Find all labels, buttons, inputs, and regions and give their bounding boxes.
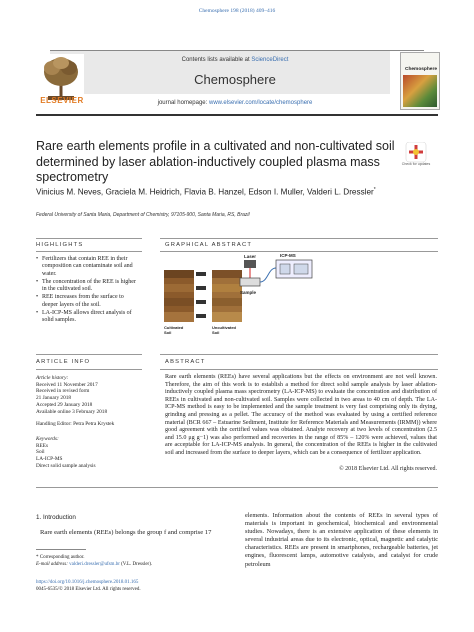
highlight-item: • REE increases from the surface to deeper layers of the soil. [36,294,138,309]
abstract-text: Rare earth elements (REEs) have several applications but the effects on environment are not well known. Therefore, the aim of this work is to establish a method for direct solid sample analysis by laser ablation-inductively coupled plasma mass spectrometry (LA-ICP-MS) to evaluate the concentration and distribution of REEs in cultivated and non-cultivated soil. Samples were collected in two areas to 40 cm of depth. The LA-ICP-MS method is easy to be implemented and the sample treatment is very fast comprising only its drying, grinding and pressing as a pellet. The accuracy of the method was evaluated by using a certified reference material (BCR 667 – Estuarine Sediment, Institute for Reference Materials and Measurements (IRMM)) where good agreement with the certified values was obtained. Analyte recovery at two levels of concentration (2.5 and 15.0 μg g−1) was also performed and recoveries in the range of 85% – 120% were achieved, values that are acceptable for LA-ICP-MS analysis. In general, the concentration of the REEs is higher in the cultivated soil and increased from the surface to deeper layers, which can be a consequence of fertilizer application. [165,374,437,456]
graphical-abstract-figure[interactable] [160,252,438,338]
affiliation: Federal University of Santa Maria, Department of Chemistry, 97105-900, Santa Maria, RS, Brazil [36,212,250,218]
noncultivated-soil-column [212,270,242,322]
article-title: Rare earth elements profile in a cultivated and non-cultivated soil determined by laser ablation-inductively coupled plasma mass spectrometry [36,139,395,184]
introduction-continued: elements. Information about the contents of REEs in several types of materials is important in geochemical, biochemical and environmental studies. Nowadays, there is an extensive application of these elements in several industrial areas due to its electronic, optical, magnetic and catalytic characteristics. REEs are present in smartphones, rechargeable batteries, jet engines, fluorescent lamps, automotive catalysts, and catalyst for crude petroleum [245,512,438,568]
footnote-rule [36,549,86,550]
cover-image [403,75,437,107]
abstract-rule-bottom [160,369,438,370]
corresponding-author-note: * Corresponding author. [36,555,85,560]
ablation-cell [240,278,260,286]
cultivated-soil-column [164,270,194,322]
highlight-item: • The concentration of the REE is higher in the cultivated soil. [36,279,138,294]
highlights-heading: HIGHLIGHTS [36,242,84,248]
email-label: E-mail address: [36,561,70,567]
author-list [36,185,396,198]
online-date: Available online 3 February 2018 [36,408,108,415]
abstract-rule [160,354,438,355]
footnote-block [36,555,236,568]
graphical-abstract-rule [160,238,438,239]
noncultivated-soil-label [212,325,237,335]
revised-date: 21 January 2018 [36,395,72,402]
highlights-list [36,256,138,326]
highlights-rule-bottom [36,251,142,252]
journal-homepage [100,100,370,106]
corresponding-mark[interactable]: * [373,187,376,193]
cultivated-label-line2: Soil [164,330,172,335]
elsevier-wordmark: ELSEVIER [40,96,84,105]
email-line [36,562,236,569]
transfer-tube [260,268,276,282]
email-link[interactable]: valderi.dressler@ufsm.br [69,561,120,567]
pellet-icons [196,272,206,318]
email-suffix: (V.L. Dressler). [119,561,153,567]
highlight-item: • LA-ICP-MS allows direct analysis of solid samples. [36,310,138,325]
doi-block [36,580,276,593]
accepted-date: Accepted 29 January 2018 [36,401,93,408]
noncultivated-label-line1: Uncultivated [212,325,237,330]
article-info-rule-bottom [36,369,142,370]
highlight-item: • Fertilizers that contain REE in their composition can contaminate soil and water. [36,256,138,278]
article-info-rule [36,354,142,355]
icpms-label: ICP-MS [280,253,296,258]
noncultivated-label-line2: Soil [212,330,220,335]
keyword-item: Direct solid sample analysis [36,462,96,469]
keyword-item: REEs [36,442,49,449]
keyword-item: LA-ICP-MS [36,456,63,463]
handling-editor: Handling Editor: Petra Petra Krystek [36,421,115,428]
sciencedirect-link[interactable]: ScienceDirect [251,57,289,63]
homepage-prefix: journal homepage: [157,100,209,106]
history-label: Article history: [36,375,69,381]
received-date: Received 11 November 2017 [36,381,98,388]
authors-text: Vinicius M. Neves, Graciela M. Heidrich, Flavia B. Hanzel, Edson I. Muller, Valderi L. Dressler [36,187,374,197]
article-info-block [36,375,142,469]
homepage-link[interactable]: www.elsevier.com/locate/chemosphere [208,100,313,106]
revised-label: Received in revised form [36,388,90,395]
crossmark-label: Check for updates [401,162,431,166]
doi-link[interactable]: https://doi.org/10.1016/j.chemosphere.2018.01.165 [36,580,139,585]
cover-title: Chemosphere [405,67,437,72]
contents-prefix: Contents lists available at [181,57,252,63]
laser-label: Laser [244,254,257,259]
abstract-heading: ABSTRACT [165,359,206,365]
highlights-rule [36,238,142,239]
abstract-copyright: © 2018 Elsevier Ltd. All rights reserved. [339,466,437,472]
graphical-abstract-heading: GRAPHICAL ABSTRACT [165,242,253,248]
introduction-text: Rare earth elements (REEs) belongs the group f and comprise 17 [40,529,212,536]
article-info-heading: ARTICLE INFO [36,359,91,365]
keywords-label: Keywords: [36,435,59,442]
issn-line: 0045-6535/© 2018 Elsevier Ltd. All rights reserved. [36,586,141,592]
cultivated-soil-label [164,325,184,335]
header-bottom-rule [36,114,438,116]
journal-cover-thumbnail[interactable] [400,52,440,110]
contents-availability [100,57,370,63]
icpms-torch [280,264,290,274]
sample-label: Sample [240,290,257,295]
introduction-heading: 1. Introduction [36,514,76,521]
icpms-detector [294,264,308,274]
body-divider [36,487,438,488]
laser-box [244,260,256,268]
keyword-item: Soil [36,449,45,456]
journal-name: Chemosphere [194,72,276,87]
journal-citation[interactable]: Chemosphere 198 (2018) 409–416 [198,8,276,14]
header-top-rule [50,50,424,51]
cultivated-label-line1: Cultivated [164,325,184,330]
